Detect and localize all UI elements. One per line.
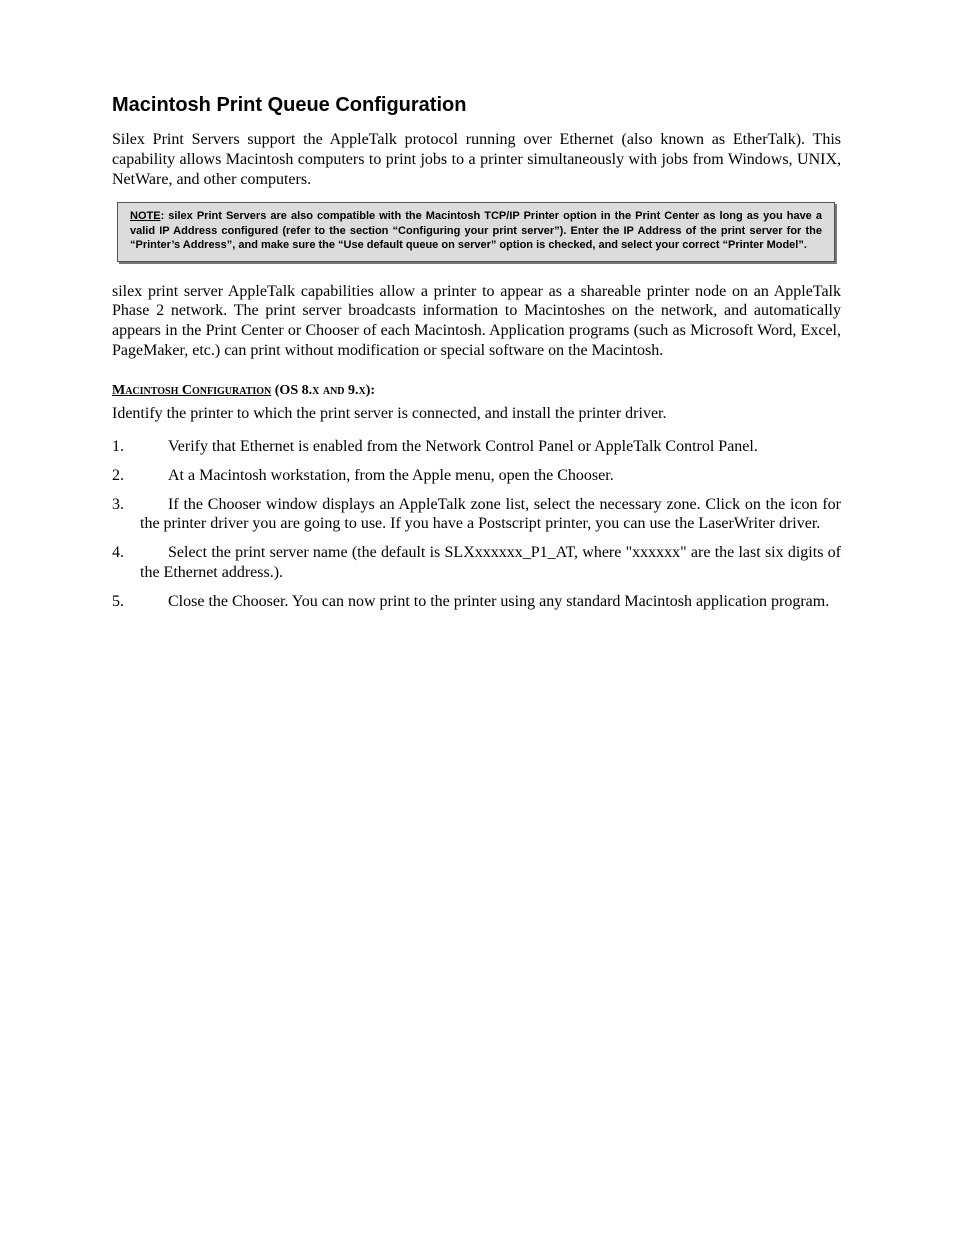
step-number: 3. xyxy=(112,495,124,513)
subheading-os-suffix: ): xyxy=(365,382,376,398)
step-number: 4. xyxy=(112,544,124,562)
page-title: Macintosh Print Queue Configuration xyxy=(112,94,467,116)
list-item xyxy=(112,495,841,535)
step-text: Verify that Ethernet is enabled from the Network Control Panel or AppleTalk Control Panel. xyxy=(168,437,758,455)
list-item xyxy=(112,466,841,486)
subheading-os-prefix: (OS 8. xyxy=(271,382,313,398)
identify-paragraph: Identify the printer to which the print server is connected, and install the printer driver. xyxy=(112,404,667,422)
note-label: NOTE xyxy=(130,210,161,223)
step-text: Select the print server name (the default is SLXxxxxxx_P1_AT, where "xxxxxx" are the last six digits of the Ethernet address.). xyxy=(140,544,841,582)
capabilities-paragraph: silex print server AppleTalk capabilities allow a printer to appear as a shareable printer node on an AppleTalk Phase 2 network. The print server broadcasts information to Macintoshes on the network, and automatically appears in the Print Center or Chooser of each Macintosh. Application programs (such as Microsoft Word, Excel, PageMaker, etc.) can print without modification or special software on the Macintosh. xyxy=(112,282,841,359)
list-item xyxy=(112,592,841,612)
step-number: 5. xyxy=(112,593,124,611)
step-text: Close the Chooser. You can now print to the printer using any standard Macintosh application program. xyxy=(168,593,830,611)
intro-paragraph: Silex Print Servers support the AppleTalk protocol running over Ethernet (also known as EtherTalk). This capability allows Macintosh computers to print jobs to a printer simultaneously with jobs from Windows, UNIX, NetWare, and other computers. xyxy=(112,131,841,188)
note-text: : silex Print Servers are also compatible with the Macintosh TCP/IP Printer option in the Print Center as long as you have a valid IP Address configured (refer to the section “Configuring your print server”). Enter the IP Address of the print server for the “Printer’s Address”, and make sure the “Use default queue on server” option is checked, and select your correct “Printer Model”. xyxy=(130,210,822,252)
note-box xyxy=(117,202,835,261)
list-item xyxy=(112,437,841,457)
list-item xyxy=(112,543,841,583)
subheading-os-and: and xyxy=(319,382,349,398)
steps-list xyxy=(112,437,841,612)
step-text: If the Chooser window displays an AppleTalk zone list, select the necessary zone. Click on the icon for the printer driver you are going to use. If you have a Postscript printer, you can use the LaserWriter driver. xyxy=(140,495,841,533)
step-text: At a Macintosh workstation, from the Apple menu, open the Chooser. xyxy=(168,466,614,484)
section-subheading xyxy=(112,382,841,400)
document-page xyxy=(112,92,841,621)
subheading-os-x2: x xyxy=(358,382,366,398)
step-number: 2. xyxy=(112,466,124,484)
step-number: 1. xyxy=(112,437,124,455)
subheading-label: Macintosh Configuration xyxy=(112,382,272,398)
subheading-os-9: 9. xyxy=(348,382,359,398)
subheading-os-x1: x xyxy=(312,382,320,398)
